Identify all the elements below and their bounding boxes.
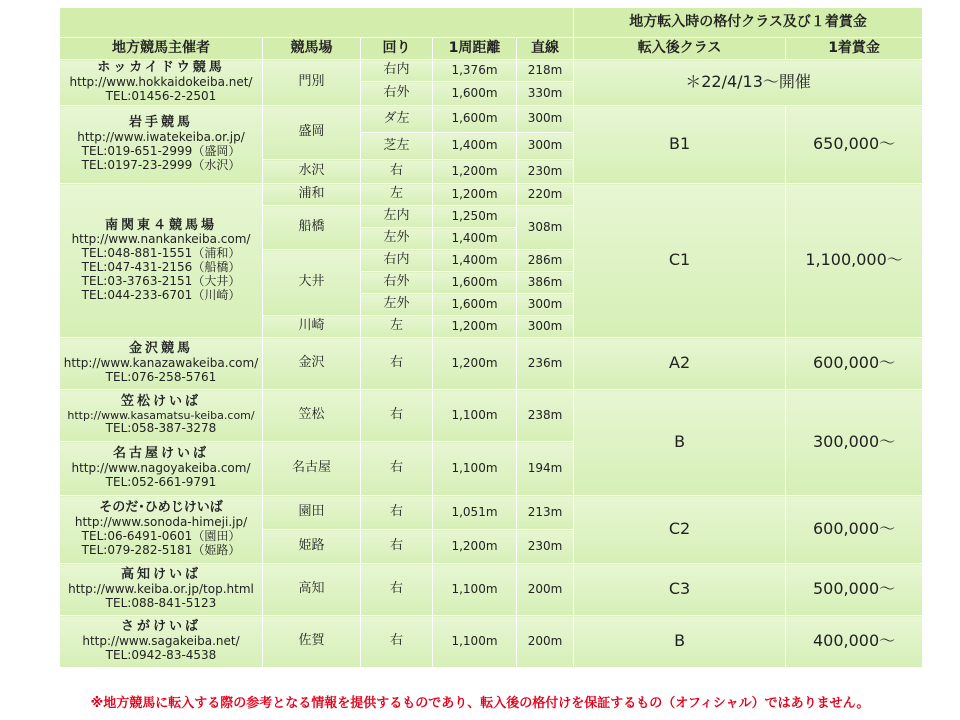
straight-cell: 238m [517, 390, 574, 442]
distance-cell: 1,600m [433, 106, 517, 133]
class-cell: A2 [574, 338, 786, 390]
organizer-url: http://www.hokkaidokeiba.net/ [69, 75, 253, 90]
turn-cell: 右 [361, 564, 433, 616]
turn-cell: 左外 [361, 228, 433, 250]
distance-cell: 1,200m [433, 316, 517, 338]
organizer-cell [60, 442, 263, 496]
organizer-tel: TEL:047-431-2156（船橋） [81, 260, 241, 275]
prize-cell: 600,000～ [786, 338, 923, 390]
turn-cell: 右 [361, 338, 433, 390]
straight-cell: 300m [517, 316, 574, 338]
organizer-url: http://www.sonoda-himeji.jp/ [74, 515, 248, 530]
track-cell: 金沢 [263, 338, 361, 390]
distance-cell: 1,200m [433, 338, 517, 390]
col-header-class: 転入後クラス [574, 38, 786, 60]
turn-cell: 左 [361, 184, 433, 206]
organizer-cell [60, 338, 263, 390]
organizer-url: http://www.keiba.or.jp/top.html [68, 582, 254, 597]
organizer-tel: TEL:044-233-6701（川崎） [81, 287, 241, 302]
distance-cell: 1,100m [433, 390, 517, 442]
straight-cell: 236m [517, 338, 574, 390]
turn-cell: 左内 [361, 206, 433, 228]
straight-cell: 220m [517, 184, 574, 206]
prize-cell: 1,100,000～ [786, 184, 923, 338]
distance-cell: 1,100m [433, 616, 517, 668]
turn-cell: 右外 [361, 272, 433, 294]
turn-cell: 右内 [361, 250, 433, 272]
organizer-name: 高知けいば [120, 567, 201, 583]
organizer-name: 金沢競馬 [128, 341, 193, 357]
organizer-name: そのだ･ひめじけいば [99, 500, 223, 516]
organizer-tel: TEL:088-841-5123 [105, 595, 217, 610]
class-cell: C1 [574, 184, 786, 338]
organizer-tel: TEL:058-387-3278 [105, 421, 217, 436]
organizer-cell [60, 106, 263, 184]
class-cell: C2 [574, 496, 786, 564]
prize-cell: 500,000～ [786, 564, 923, 616]
turn-cell: 右外 [361, 82, 433, 106]
organizer-name: 南関東４競馬場 [104, 217, 217, 233]
organizer-tel: TEL:0197-23-2999（水沢） [81, 157, 241, 172]
organizer-tel: TEL:079-282-5181（姫路） [81, 542, 241, 557]
straight-cell: 230m [517, 530, 574, 564]
turn-cell: 右 [361, 496, 433, 530]
organizer-cell [60, 564, 263, 616]
organizer-tel: TEL:019-651-2999（盛岡） [81, 144, 241, 159]
turn-cell: 右 [361, 442, 433, 496]
track-cell: 盛岡 [263, 106, 361, 160]
distance-cell: 1,100m [433, 564, 517, 616]
organizer-name: さがけいば [120, 619, 201, 635]
track-cell: 姫路 [263, 530, 361, 564]
distance-cell: 1,250m [433, 206, 517, 228]
transfer-info-table [59, 7, 923, 668]
distance-cell: 1,200m [433, 530, 517, 564]
distance-cell: 1,600m [433, 82, 517, 106]
track-cell: 浦和 [263, 184, 361, 206]
turn-cell: 右 [361, 160, 433, 184]
organizer-tel: TEL:0942-83-4538 [105, 647, 217, 662]
col-header-track: 競馬場 [263, 38, 361, 60]
distance-cell: 1,376m [433, 60, 517, 82]
straight-cell: 308m [517, 206, 574, 250]
distance-cell: 1,100m [433, 442, 517, 496]
organizer-url: http://www.kasamatsu-keiba.com/ [67, 408, 255, 422]
turn-cell: 右 [361, 616, 433, 668]
header-group-title: 地方転入時の格付クラス及び１着賞金 [574, 8, 923, 38]
organizer-url: http://www.sagakeiba.net/ [82, 634, 240, 649]
straight-cell: 330m [517, 82, 574, 106]
organizer-tel: TEL:01456-2-2501 [105, 88, 217, 103]
track-cell: 水沢 [263, 160, 361, 184]
track-cell: 園田 [263, 496, 361, 530]
track-cell: 笠松 [263, 390, 361, 442]
organizer-url: http://www.nankankeiba.com/ [71, 232, 251, 247]
straight-cell: 300m [517, 294, 574, 316]
organizer-cell [60, 60, 263, 106]
distance-cell: 1,400m [433, 228, 517, 250]
prize-cell: 650,000～ [786, 106, 923, 184]
track-cell: 大井 [263, 250, 361, 316]
straight-cell: 200m [517, 564, 574, 616]
straight-cell: 386m [517, 272, 574, 294]
class-cell: B1 [574, 106, 786, 184]
class-cell: C3 [574, 564, 786, 616]
turn-cell: 左 [361, 316, 433, 338]
straight-cell: 194m [517, 442, 574, 496]
disclaimer-note: ※地方競馬に転入する際の参考となる情報を提供するものであり、転入後の格付けを保証するもの（オフィシャル）ではありません。 [90, 696, 870, 711]
turn-cell: 左外 [361, 294, 433, 316]
col-header-distance: 1周距離 [433, 38, 517, 60]
col-header-organizer: 地方競馬主催者 [60, 38, 263, 60]
straight-cell: 213m [517, 496, 574, 530]
organizer-name: 名古屋けいば [112, 446, 209, 462]
turn-cell: ダ左 [361, 106, 433, 133]
prize-cell: 600,000～ [786, 496, 923, 564]
organizer-tel: TEL:052-661-9791 [105, 474, 217, 489]
organizer-cell [60, 496, 263, 564]
straight-cell: 218m [517, 60, 574, 82]
organizer-url: http://www.nagoyakeiba.com/ [71, 461, 251, 476]
col-header-prize: 1着賞金 [786, 38, 923, 60]
distance-cell: 1,200m [433, 184, 517, 206]
distance-cell: 1,600m [433, 272, 517, 294]
track-cell: 門別 [263, 60, 361, 106]
turn-cell: 右 [361, 530, 433, 564]
track-cell: 佐賀 [263, 616, 361, 668]
organizer-tel: TEL:076-258-5761 [105, 369, 217, 384]
distance-cell: 1,600m [433, 294, 517, 316]
turn-cell: 芝左 [361, 133, 433, 160]
organizer-name: 笠松けいば [120, 393, 201, 409]
col-header-straight: 直線 [517, 38, 574, 60]
track-cell: 高知 [263, 564, 361, 616]
straight-cell: 300m [517, 106, 574, 133]
organizer-name: 岩手競馬 [128, 115, 193, 131]
organizer-tel: TEL:048-881-1551（浦和） [81, 246, 241, 261]
straight-cell: 286m [517, 250, 574, 272]
track-cell: 川崎 [263, 316, 361, 338]
track-cell: 船橋 [263, 206, 361, 250]
distance-cell: 1,400m [433, 133, 517, 160]
distance-cell: 1,051m [433, 496, 517, 530]
turn-cell: 右内 [361, 60, 433, 82]
track-cell: 名古屋 [263, 442, 361, 496]
class-note-cell: ＊22/4/13～開催 [574, 60, 923, 106]
organizer-url: http://www.kanazawakeiba.com/ [63, 356, 259, 371]
header-blank [60, 8, 574, 38]
organizer-cell [60, 184, 263, 338]
distance-cell: 1,200m [433, 160, 517, 184]
straight-cell: 230m [517, 160, 574, 184]
prize-cell: 400,000～ [786, 616, 923, 668]
straight-cell: 300m [517, 133, 574, 160]
organizer-name: ホッカイドウ競馬 [97, 60, 225, 76]
organizer-cell [60, 390, 263, 442]
class-cell: B [574, 390, 786, 496]
class-cell: B [574, 616, 786, 668]
organizer-tel: TEL:06-6491-0601（園田） [81, 529, 241, 544]
col-header-turn: 回り [361, 38, 433, 60]
organizer-cell [60, 616, 263, 668]
organizer-url: http://www.iwatekeiba.or.jp/ [77, 130, 245, 145]
distance-cell: 1,400m [433, 250, 517, 272]
organizer-tel: TEL:03-3763-2151（大井） [81, 273, 241, 288]
prize-cell: 300,000～ [786, 390, 923, 496]
turn-cell: 右 [361, 390, 433, 442]
straight-cell: 200m [517, 616, 574, 668]
